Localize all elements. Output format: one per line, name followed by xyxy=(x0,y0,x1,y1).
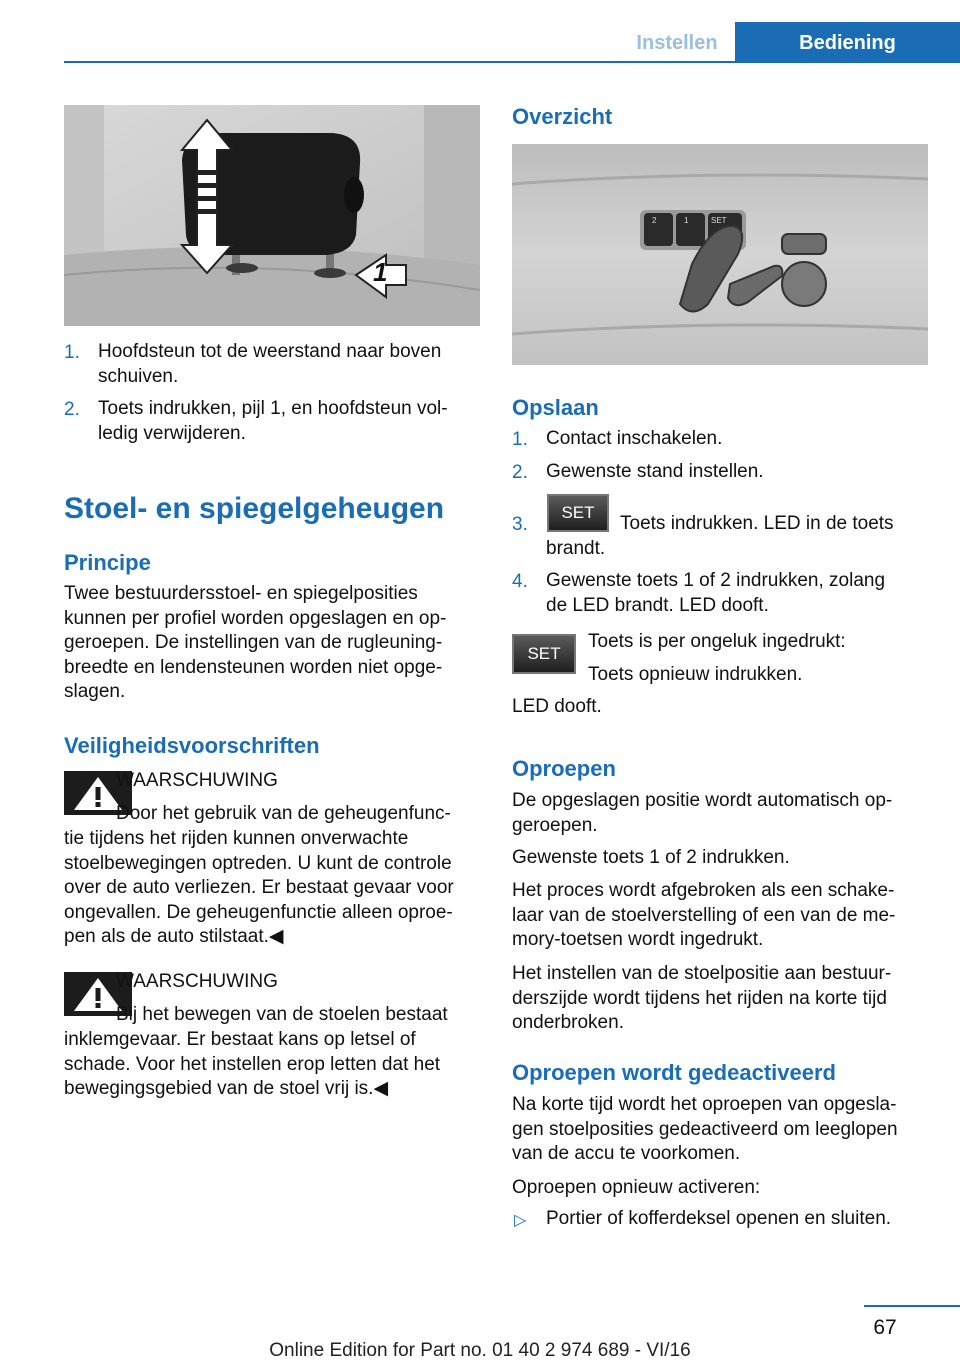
section-heading-gedeactiveerd: Oproepen wordt gedeactiveerd xyxy=(512,1060,836,1085)
warning-label: WAARSCHUWING xyxy=(116,770,278,791)
step-text: Toets indrukken, pijl 1, en hoofdsteun vol- ledig verwijderen. xyxy=(98,398,448,444)
set-button-icon: SET xyxy=(512,634,576,674)
gedeactiveerd-paragraph: Na korte tijd wordt het oproepen van opgesla- gen stoelposities gedeactiveerd om leeglopen van de accu te voorkomen. xyxy=(512,1094,898,1164)
section-heading-veiligheid: Veiligheidsvoorschriften xyxy=(64,733,320,758)
step-text: Contact inschakelen. xyxy=(546,428,723,449)
step-text: brandt. xyxy=(546,538,606,559)
step-text: Gewenste toets 1 of 2 indrukken, zolang de LED brandt. LED dooft. xyxy=(546,570,886,616)
principe-paragraph: Twee bestuurdersstoel- en spiegelposities kunnen per profiel worden opgeslagen en op- geroepen. De instellingen van de rugleuning- breedte en lendensteunen worden niet opge- slagen. xyxy=(64,583,447,702)
footer-rule xyxy=(864,1305,960,1307)
step-text: Hoofdsteun tot de weerstand naar boven schuiven. xyxy=(98,341,442,387)
step-text: Gewenste stand instellen. xyxy=(546,461,764,482)
section-heading-principe: Principe xyxy=(64,550,151,575)
headrest-illustration xyxy=(64,105,480,326)
seat-control-image xyxy=(512,144,928,365)
bullet-triangle-icon: ▷ xyxy=(514,1212,527,1229)
warning-text: inklemgevaar. Er bestaat kans op letsel of schade. Voor het instellen erop letten dat het bewegingsgebied van de stoel vrij is.◀ xyxy=(64,1029,441,1099)
set-button-icon: SET xyxy=(547,494,609,532)
page-number: 67 xyxy=(873,1316,897,1339)
panel-button-2: 2 xyxy=(652,216,657,225)
headrest-image xyxy=(64,105,480,326)
header-rule xyxy=(64,61,960,63)
arrow-label-1: 1 xyxy=(373,257,388,287)
step-number: 2. xyxy=(64,399,80,420)
section-heading-opslaan: Opslaan xyxy=(512,395,599,420)
edition-footer: Online Edition for Part no. 01 40 2 974 689 - VI/16 xyxy=(269,1340,691,1361)
seat-panel-illustration xyxy=(512,144,928,365)
warning-text: tie tijdens het rijden kunnen onverwachte stoelbewegingen optreden. U kunt de controle over de auto verliezen. Er bestaat gevaar voor ongevallen. De geheugenfunctie alleen oproe- pen als de auto stilstaat.◀ xyxy=(64,828,454,947)
section-heading-overzicht: Overzicht xyxy=(512,104,613,129)
step-text: Toets indrukken. LED in de toets xyxy=(620,513,894,534)
step-number: 2. xyxy=(512,462,528,483)
warning-label: WAARSCHUWING xyxy=(116,971,278,992)
tab-instellen[interactable]: Instellen xyxy=(619,22,735,61)
warning-text: Bij het bewegen van de stoelen bestaat xyxy=(116,1004,448,1025)
note-text: Toets is per ongeluk ingedrukt: xyxy=(588,631,846,652)
section-heading-oproepen: Oproepen xyxy=(512,756,616,781)
oproepen-paragraph: De opgeslagen positie wordt automatisch op- geroepen. xyxy=(512,790,893,836)
oproepen-paragraph: Het proces wordt afgebroken als een schake- laar van de stoelverstelling of een van de me- mory-toetsen wordt ingedrukt. xyxy=(512,880,896,950)
panel-button-set: SET xyxy=(711,216,727,225)
panel-button-1: 1 xyxy=(684,216,689,225)
led-dooft-text: LED dooft. xyxy=(512,696,602,717)
bullet-text: Portier of kofferdeksel openen en sluiten. xyxy=(546,1208,892,1229)
page-title: Stoel- en spiegelgeheugen xyxy=(64,492,445,525)
step-number: 4. xyxy=(512,571,528,592)
gedeactiveerd-paragraph: Oproepen opnieuw activeren: xyxy=(512,1177,761,1198)
step-number: 1. xyxy=(512,429,528,450)
tab-bediening[interactable]: Bediening xyxy=(735,22,960,61)
step-number: 1. xyxy=(64,342,80,363)
step-number: 3. xyxy=(512,514,528,535)
oproepen-paragraph: Gewenste toets 1 of 2 indrukken. xyxy=(512,847,790,868)
oproepen-paragraph: Het instellen van de stoelpositie aan bestuur- derszijde wordt tijdens het rijden na korte tijd onderbroken. xyxy=(512,963,892,1033)
note-text: Toets opnieuw indrukken. xyxy=(588,664,803,685)
warning-text: Door het gebruik van de geheugenfunc- xyxy=(116,803,451,824)
